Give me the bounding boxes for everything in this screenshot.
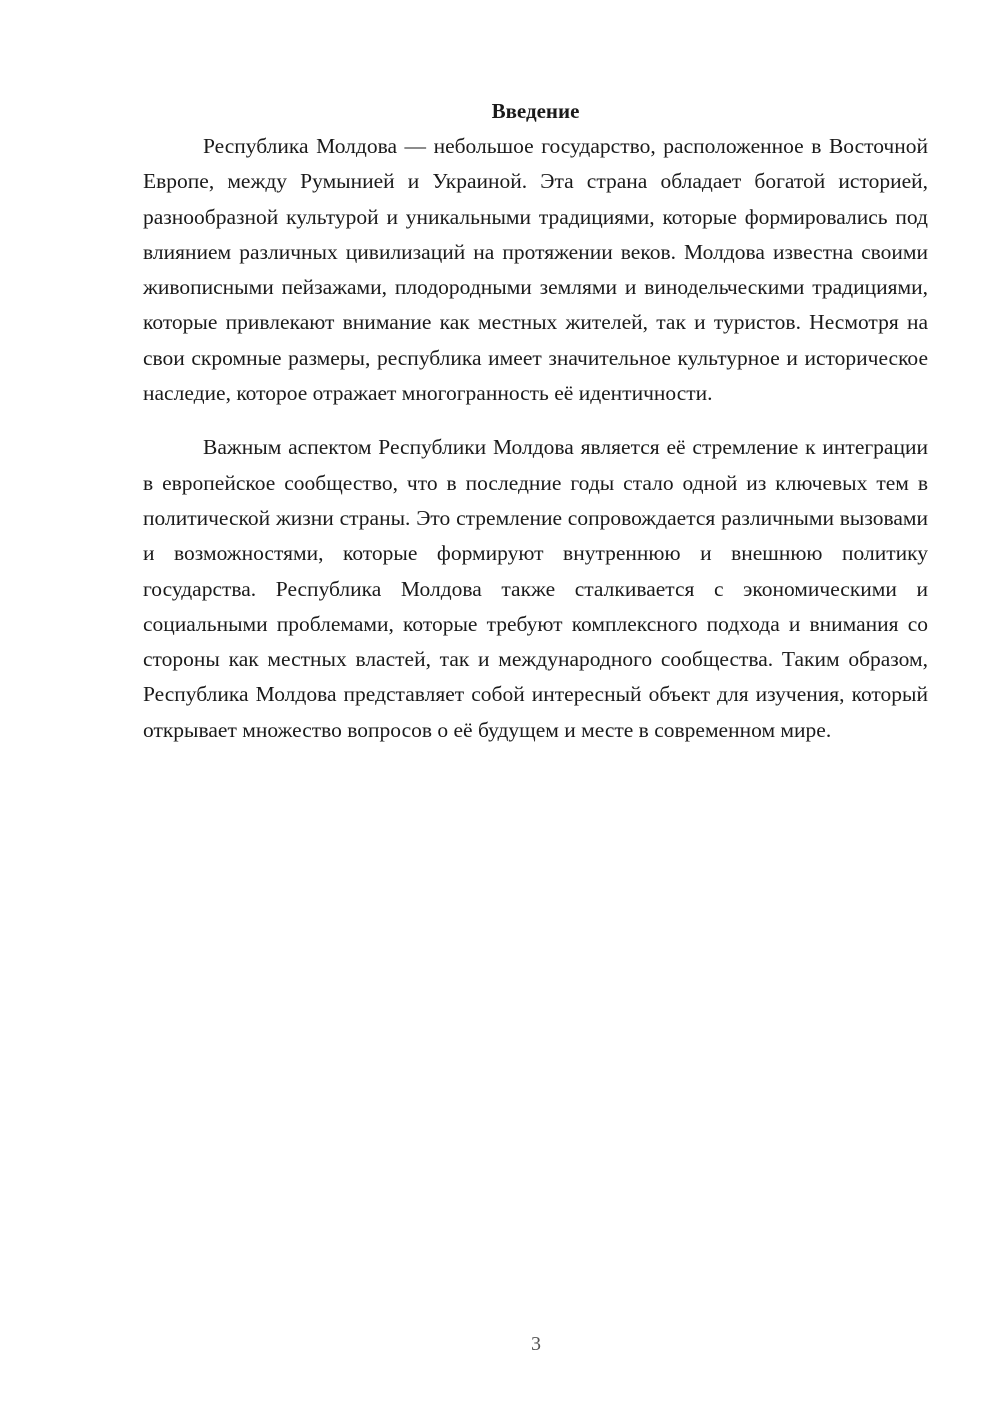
section-heading: Введение [491, 99, 580, 123]
paragraph-1: Республика Молдова — небольшое государство, расположенное в Восточной Европе, между Румынией и Украиной. Эта страна обладает богатой историей, разнообразной культурой и уникальными традициями, которые формировались под влиянием различных цивилизаций на протяжении веков. Молдова известна своими живописными пейзажами, плодородными землями и винодельческими традициями, которые привлекают внимание как местных жителей, так и туристов. Несмотря на свои скромные размеры, республика имеет значительное культурное и историческое наследие, которое отражает многогранность её идентичности. [143, 134, 928, 406]
paragraph-2: Важным аспектом Республики Молдова является её стремление к интеграции в европейское сообщество, что в последние годы стало одной из ключевых тем в политической жизни страны. Это стремление сопровождается различными вызовами и возможностями, которые формируют внутреннюю и внешнюю политику государства. Республика Молдова также сталкивается с экономическими и социальными проблемами, которые требуют комплексного подхода и внимания со стороны как местных властей, так и международного сообщества. Таким образом, Республика Молдова представляет собой интересный объект для изучения, который открывает множество вопросов о её будущем и месте в современном мире. [143, 435, 928, 742]
page-number: 3 [531, 1333, 541, 1355]
page-content [143, 93, 928, 748]
